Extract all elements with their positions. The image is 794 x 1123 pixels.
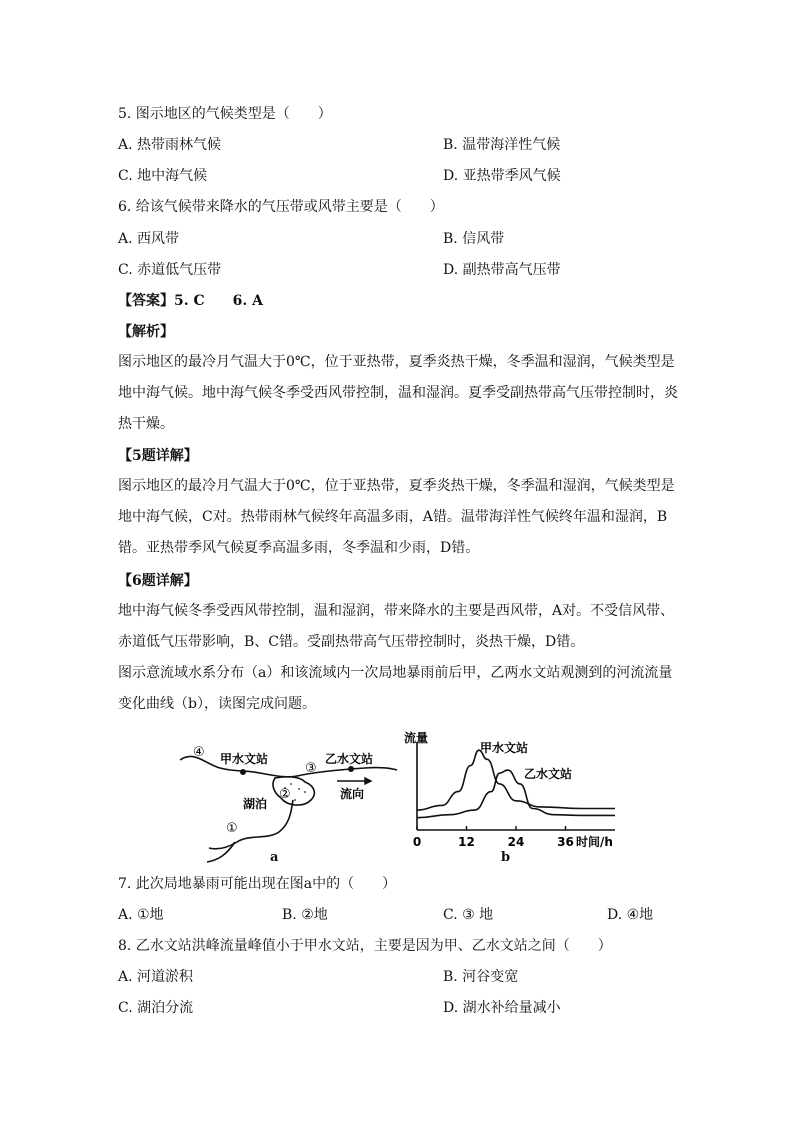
q7-option-d[interactable]: D. ④地 bbox=[607, 907, 654, 923]
q5-option-b[interactable]: B. 温带海洋性气候 bbox=[443, 137, 561, 153]
q8-option-a[interactable]: A. 河道淤积 bbox=[118, 969, 194, 985]
x-tick-label: 12 bbox=[458, 835, 475, 849]
detail6-text: 地中海气候冬季受西风带控制，温和湿润，带来降水的主要是西风带，A对。不受信风带、赤道低气压带影响，B、C错。受副热带高气压带控制时，炎热干燥，D错。 bbox=[118, 603, 675, 650]
map-caption: a bbox=[270, 850, 279, 865]
answer-line: 【答案】5. C 6. A bbox=[118, 293, 263, 309]
q8-option-d[interactable]: D. 湖水补给量减小 bbox=[443, 1000, 561, 1016]
q5-stem: 5. 图示地区的气候类型是（ ） bbox=[118, 106, 332, 122]
discharge-chart bbox=[400, 730, 625, 866]
label-circle-4: ④ bbox=[193, 745, 205, 760]
series-label-yi: 乙水文站 bbox=[524, 767, 573, 781]
q6-option-a[interactable]: A. 西风带 bbox=[118, 231, 180, 247]
label-circle-3: ③ bbox=[305, 761, 317, 776]
q8-option-c[interactable]: C. 湖泊分流 bbox=[118, 1000, 194, 1016]
detail5-text: 图示地区的最冷月气温大于0℃，位于亚热带，夏季炎热干燥，冬季温和湿润，气候类型是地中海气候，C对。热带雨林气候终年高温多雨，A错。温带海洋性气候终年温和湿润，B错。亚热带季风气候夏季高温多雨，冬季温和少雨，D错。 bbox=[118, 478, 675, 556]
q6-stem: 6. 给该气候带来降水的气压带或风带主要是（ ） bbox=[118, 199, 444, 215]
analysis-heading: 【解析】 bbox=[118, 324, 174, 340]
series-line-yi bbox=[417, 770, 615, 818]
y-axis-label: 流量 bbox=[404, 731, 429, 745]
q5-option-c[interactable]: C. 地中海气候 bbox=[118, 168, 208, 184]
x-tick-label: 36 bbox=[557, 835, 574, 849]
q7-option-a[interactable]: A. ①地 bbox=[118, 907, 164, 923]
analysis-text: 图示地区的最冷月气温大于0℃，位于亚热带，夏季炎热干燥，冬季温和湿润，气候类型是地中海气候。地中海气候冬季受西风带控制，温和湿润。夏季受副热带高气压带控制时，炎热干燥。 bbox=[118, 354, 678, 432]
label-station-yi: 乙水文站 bbox=[325, 752, 374, 766]
chart-caption: b bbox=[501, 850, 511, 865]
x-tick-label: 0 bbox=[412, 835, 422, 849]
q8-stem: 8. 乙水文站洪峰流量峰值小于甲水文站，主要是因为甲、乙水文站之间（ ） bbox=[118, 938, 612, 954]
q6-option-c[interactable]: C. 赤道低气压带 bbox=[118, 262, 222, 278]
series-label-jia: 甲水文站 bbox=[480, 741, 529, 755]
q5-option-a[interactable]: A. 热带雨林气候 bbox=[118, 137, 222, 153]
label-flow-direction: 流向 bbox=[340, 787, 365, 801]
label-station-jia: 甲水文站 bbox=[220, 752, 269, 766]
label-lake: 湖泊 bbox=[243, 797, 268, 811]
q7-option-b[interactable]: B. ②地 bbox=[282, 907, 328, 923]
station-yi-marker bbox=[348, 766, 354, 772]
q8-option-b[interactable]: B. 河谷变宽 bbox=[443, 969, 519, 985]
intro-text: 图示意流域水系分布（a）和该流域内一次局地暴雨前后甲，乙两水文站观测到的河流流量变化曲线（b），读图完成问题。 bbox=[118, 665, 673, 712]
detail6-heading: 【6题详解】 bbox=[118, 573, 198, 589]
detail5-heading: 【5题详解】 bbox=[118, 448, 198, 464]
river-map bbox=[175, 742, 400, 866]
q5-option-d[interactable]: D. 亚热带季风气候 bbox=[443, 168, 561, 184]
label-circle-2: ② bbox=[279, 787, 291, 802]
q7-stem: 7. 此次局地暴雨可能出现在图a中的（ ） bbox=[118, 876, 397, 892]
label-circle-1: ① bbox=[226, 821, 238, 836]
station-jia-marker bbox=[240, 769, 246, 775]
q6-option-d[interactable]: D. 副热带高气压带 bbox=[443, 262, 561, 278]
x-tick-label: 24 bbox=[507, 835, 525, 849]
q7-option-c[interactable]: C. ③ 地 bbox=[443, 907, 494, 923]
flow-arrow-head bbox=[365, 778, 371, 784]
q6-option-b[interactable]: B. 信风带 bbox=[443, 231, 505, 247]
x-axis-label: 时间/h bbox=[576, 835, 613, 849]
